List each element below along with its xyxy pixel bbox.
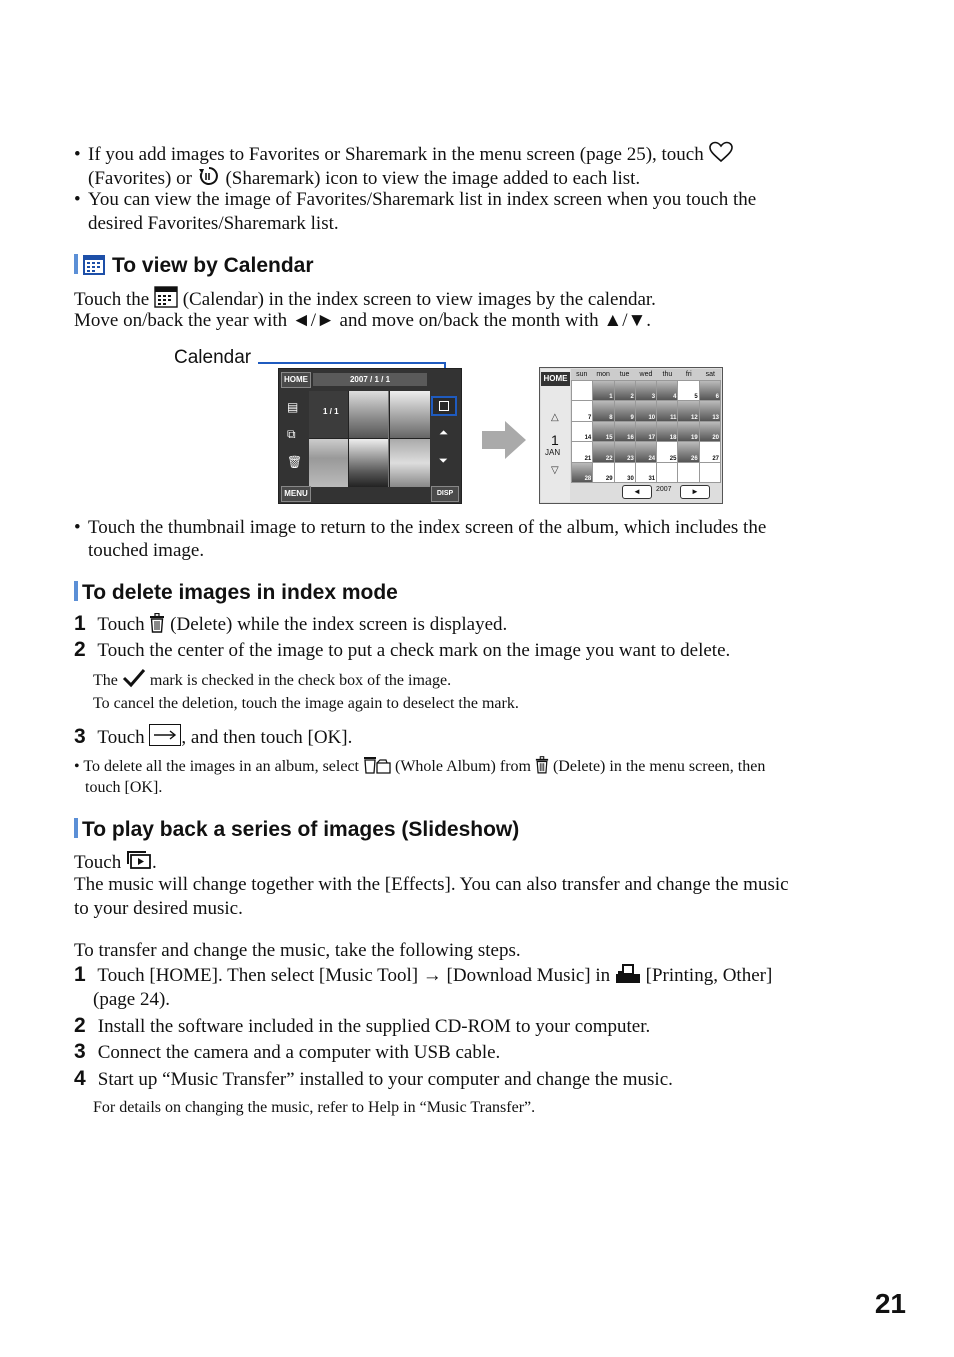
page-number: 21 xyxy=(874,1288,906,1319)
scroll-up-icon[interactable]: ⏶ xyxy=(439,427,448,439)
heading-delete-index: To delete images in index mode xyxy=(74,580,398,606)
weekday-label: thu xyxy=(662,371,673,378)
bullet-thumbnail: • Touch the thumbnail image to return to the index screen of the album, which includes the xyxy=(74,517,767,538)
calendar-grid xyxy=(571,380,721,483)
calendar-date-cell[interactable]: 31 xyxy=(636,463,656,482)
weekday-header xyxy=(571,369,721,380)
thumbnail[interactable] xyxy=(349,391,388,439)
enter-arrow-icon xyxy=(149,724,181,753)
calendar-date-cell[interactable]: 9 xyxy=(615,401,635,420)
music-note: For details on changing the music, refer to Help in “Music Transfer”. xyxy=(93,1099,536,1116)
scroll-down-icon[interactable]: ⏷ xyxy=(439,455,448,467)
calendar-date-cell xyxy=(657,463,677,482)
year-label: 2007 xyxy=(656,486,672,493)
delete-note-cancel: To cancel the deletion, touch the image again to deselect the mark. xyxy=(93,695,519,712)
delete-step-2: 2 Touch the center of the image to put a check mark on the image you want to delete. xyxy=(74,638,731,661)
calendar-date-cell[interactable]: 3 xyxy=(636,381,656,400)
index-date-bar: 2007 / 1 / 1 xyxy=(313,373,427,386)
list-icon[interactable]: ▤ xyxy=(287,400,299,414)
delete-note-check: The mark is checked in the check box of the image. xyxy=(93,668,451,695)
calendar-date-cell[interactable]: 2 xyxy=(615,381,635,400)
whole-album-icon xyxy=(363,754,391,781)
calendar-button[interactable] xyxy=(431,396,457,416)
calendar-date-cell[interactable]: 21 xyxy=(572,442,592,461)
calendar-date-cell[interactable]: 10 xyxy=(636,401,656,420)
music-step-1: 1 Touch [HOME]. Then select [Music Tool] → [Download Music] in [Printing, Other] xyxy=(74,962,772,991)
bullet-index-view-cont: desired Favorites/Sharemark list. xyxy=(88,213,339,234)
calendar-date-cell xyxy=(572,381,592,400)
year-forward-button[interactable]: ► xyxy=(680,485,710,499)
month-up-icon[interactable]: △ xyxy=(551,412,559,423)
weekday-label: fri xyxy=(685,371,692,378)
index-screen-image xyxy=(278,368,462,504)
music-step-1-cont: (page 24). xyxy=(93,989,171,1010)
month-name: JAN xyxy=(545,448,561,457)
thumbnail[interactable] xyxy=(389,439,430,487)
disp-button[interactable]: DISP xyxy=(431,486,459,502)
calendar-line1: Touch the (Calendar) in the index screen to view images by the calendar. xyxy=(74,286,656,315)
home-button[interactable]: HOME xyxy=(281,372,311,388)
calendar-line2: Move on/back the year with ◄/► and move on/back the month with ▲/▼. xyxy=(74,310,652,331)
calendar-date-cell[interactable]: 13 xyxy=(700,401,720,420)
calendar-date-cell[interactable]: 22 xyxy=(593,442,613,461)
calendar-date-cell[interactable]: 27 xyxy=(700,442,720,461)
calendar-date-cell[interactable]: 30 xyxy=(615,463,635,482)
thumbnail[interactable] xyxy=(309,439,349,487)
weekday-label: sun xyxy=(576,371,588,378)
weekday-label: wed xyxy=(639,371,653,378)
weekday-label: sat xyxy=(705,371,715,378)
calendar-date-cell[interactable]: 29 xyxy=(593,463,613,482)
calendar-date-cell[interactable]: 15 xyxy=(593,422,613,441)
calendar-date-cell xyxy=(700,463,720,482)
music-step-2: 2 Install the software included in the supplied CD-ROM to your computer. xyxy=(74,1014,651,1037)
calendar-date-cell[interactable]: 8 xyxy=(593,401,613,420)
thumbnail[interactable] xyxy=(349,439,388,487)
weekday-label: mon xyxy=(596,371,610,378)
music-step-3: 3 Connect the camera and a computer with USB cable. xyxy=(74,1040,501,1063)
menu-button[interactable]: MENU xyxy=(281,486,311,502)
bullet-delete-all: • To delete all the images in an album, select (Whole Album) from (Delete) in the menu screen, then xyxy=(74,754,765,781)
calendar-icon xyxy=(82,254,106,283)
thumbnail-grid xyxy=(309,391,429,487)
month-down-icon[interactable]: ▽ xyxy=(551,465,559,476)
arrow-right-icon xyxy=(481,420,527,460)
slideshow-p1-line2: to your desired music. xyxy=(74,898,243,919)
delete-step-3: 3 Touch , and then touch [OK]. xyxy=(74,724,352,753)
bullet-favorites: • If you add images to Favorites or Sharemark in the menu screen (page 25), touch xyxy=(74,141,734,170)
slideshow-p2: To transfer and change the music, take the following steps. xyxy=(74,940,521,961)
calendar-date-cell xyxy=(678,463,698,482)
calendar-date-cell[interactable]: 7 xyxy=(572,401,592,420)
calendar-date-cell[interactable]: 19 xyxy=(678,422,698,441)
calendar-date-cell[interactable]: 18 xyxy=(657,422,677,441)
bullet-delete-all-cont: touch [OK]. xyxy=(85,779,163,796)
year-back-button[interactable]: ◄ xyxy=(622,485,652,499)
slideshow-icon[interactable]: ⧉ xyxy=(287,427,296,441)
heading-bar xyxy=(74,818,78,838)
calendar-date-cell[interactable]: 6 xyxy=(700,381,720,400)
month-number: 1 xyxy=(551,432,559,448)
weekday-label: tue xyxy=(619,371,630,378)
slideshow-p1-line1: The music will change together with the [Effects]. You can also transfer and change the music xyxy=(74,874,789,895)
heading-slideshow: To play back a series of images (Slideshow) xyxy=(74,817,519,843)
printing-other-icon xyxy=(615,962,641,991)
heading-bar xyxy=(74,581,78,601)
calendar-date-cell[interactable]: 20 xyxy=(700,422,720,441)
slideshow-touch: Touch . xyxy=(74,849,157,878)
bullet-index-view: • You can view the image of Favorites/Sharemark list in index screen when you touch the xyxy=(74,189,757,210)
callout-calendar-label: Calendar xyxy=(174,347,252,368)
calendar-date-cell[interactable]: 17 xyxy=(636,422,656,441)
heart-icon xyxy=(708,141,734,170)
calendar-date-cell[interactable]: 16 xyxy=(615,422,635,441)
thumbnail[interactable] xyxy=(389,391,430,439)
calendar-date-cell[interactable]: 23 xyxy=(615,442,635,461)
delete-step-1: 1 Touch (Delete) while the index screen is displayed. xyxy=(74,612,507,640)
calendar-date-cell[interactable]: 24 xyxy=(636,442,656,461)
trash-icon xyxy=(535,756,549,781)
heading-bar xyxy=(74,254,78,274)
thumbnail-page: 1 / 1 xyxy=(323,407,339,416)
calendar-date-cell[interactable]: 11 xyxy=(657,401,677,420)
bullet-thumbnail-cont: touched image. xyxy=(88,540,205,561)
calendar-screen-image xyxy=(539,367,723,504)
calendar-date-cell[interactable]: 12 xyxy=(678,401,698,420)
bullet-favorites-cont: (Favorites) or (Sharemark) icon to view the image added to each list. xyxy=(88,165,640,194)
music-step-4: 4 Start up “Music Transfer” installed to your computer and change the music. xyxy=(74,1067,673,1090)
check-mark-icon xyxy=(122,668,146,695)
trash-icon xyxy=(149,613,165,640)
calendar-date-cell[interactable]: 4 xyxy=(657,381,677,400)
calendar-date-cell[interactable]: 26 xyxy=(678,442,698,461)
calendar-date-cell[interactable]: 28 xyxy=(572,463,592,482)
home-button[interactable]: HOME xyxy=(541,372,570,386)
calendar-date-cell[interactable]: 5 xyxy=(678,381,698,400)
calendar-date-cell[interactable]: 14 xyxy=(572,422,592,441)
heading-view-by-calendar: To view by Calendar xyxy=(74,253,314,283)
calendar-date-cell[interactable]: 1 xyxy=(593,381,613,400)
calendar-icon xyxy=(439,401,449,411)
delete-icon[interactable]: 🗑 xyxy=(287,455,303,469)
calendar-date-cell[interactable]: 25 xyxy=(657,442,677,461)
